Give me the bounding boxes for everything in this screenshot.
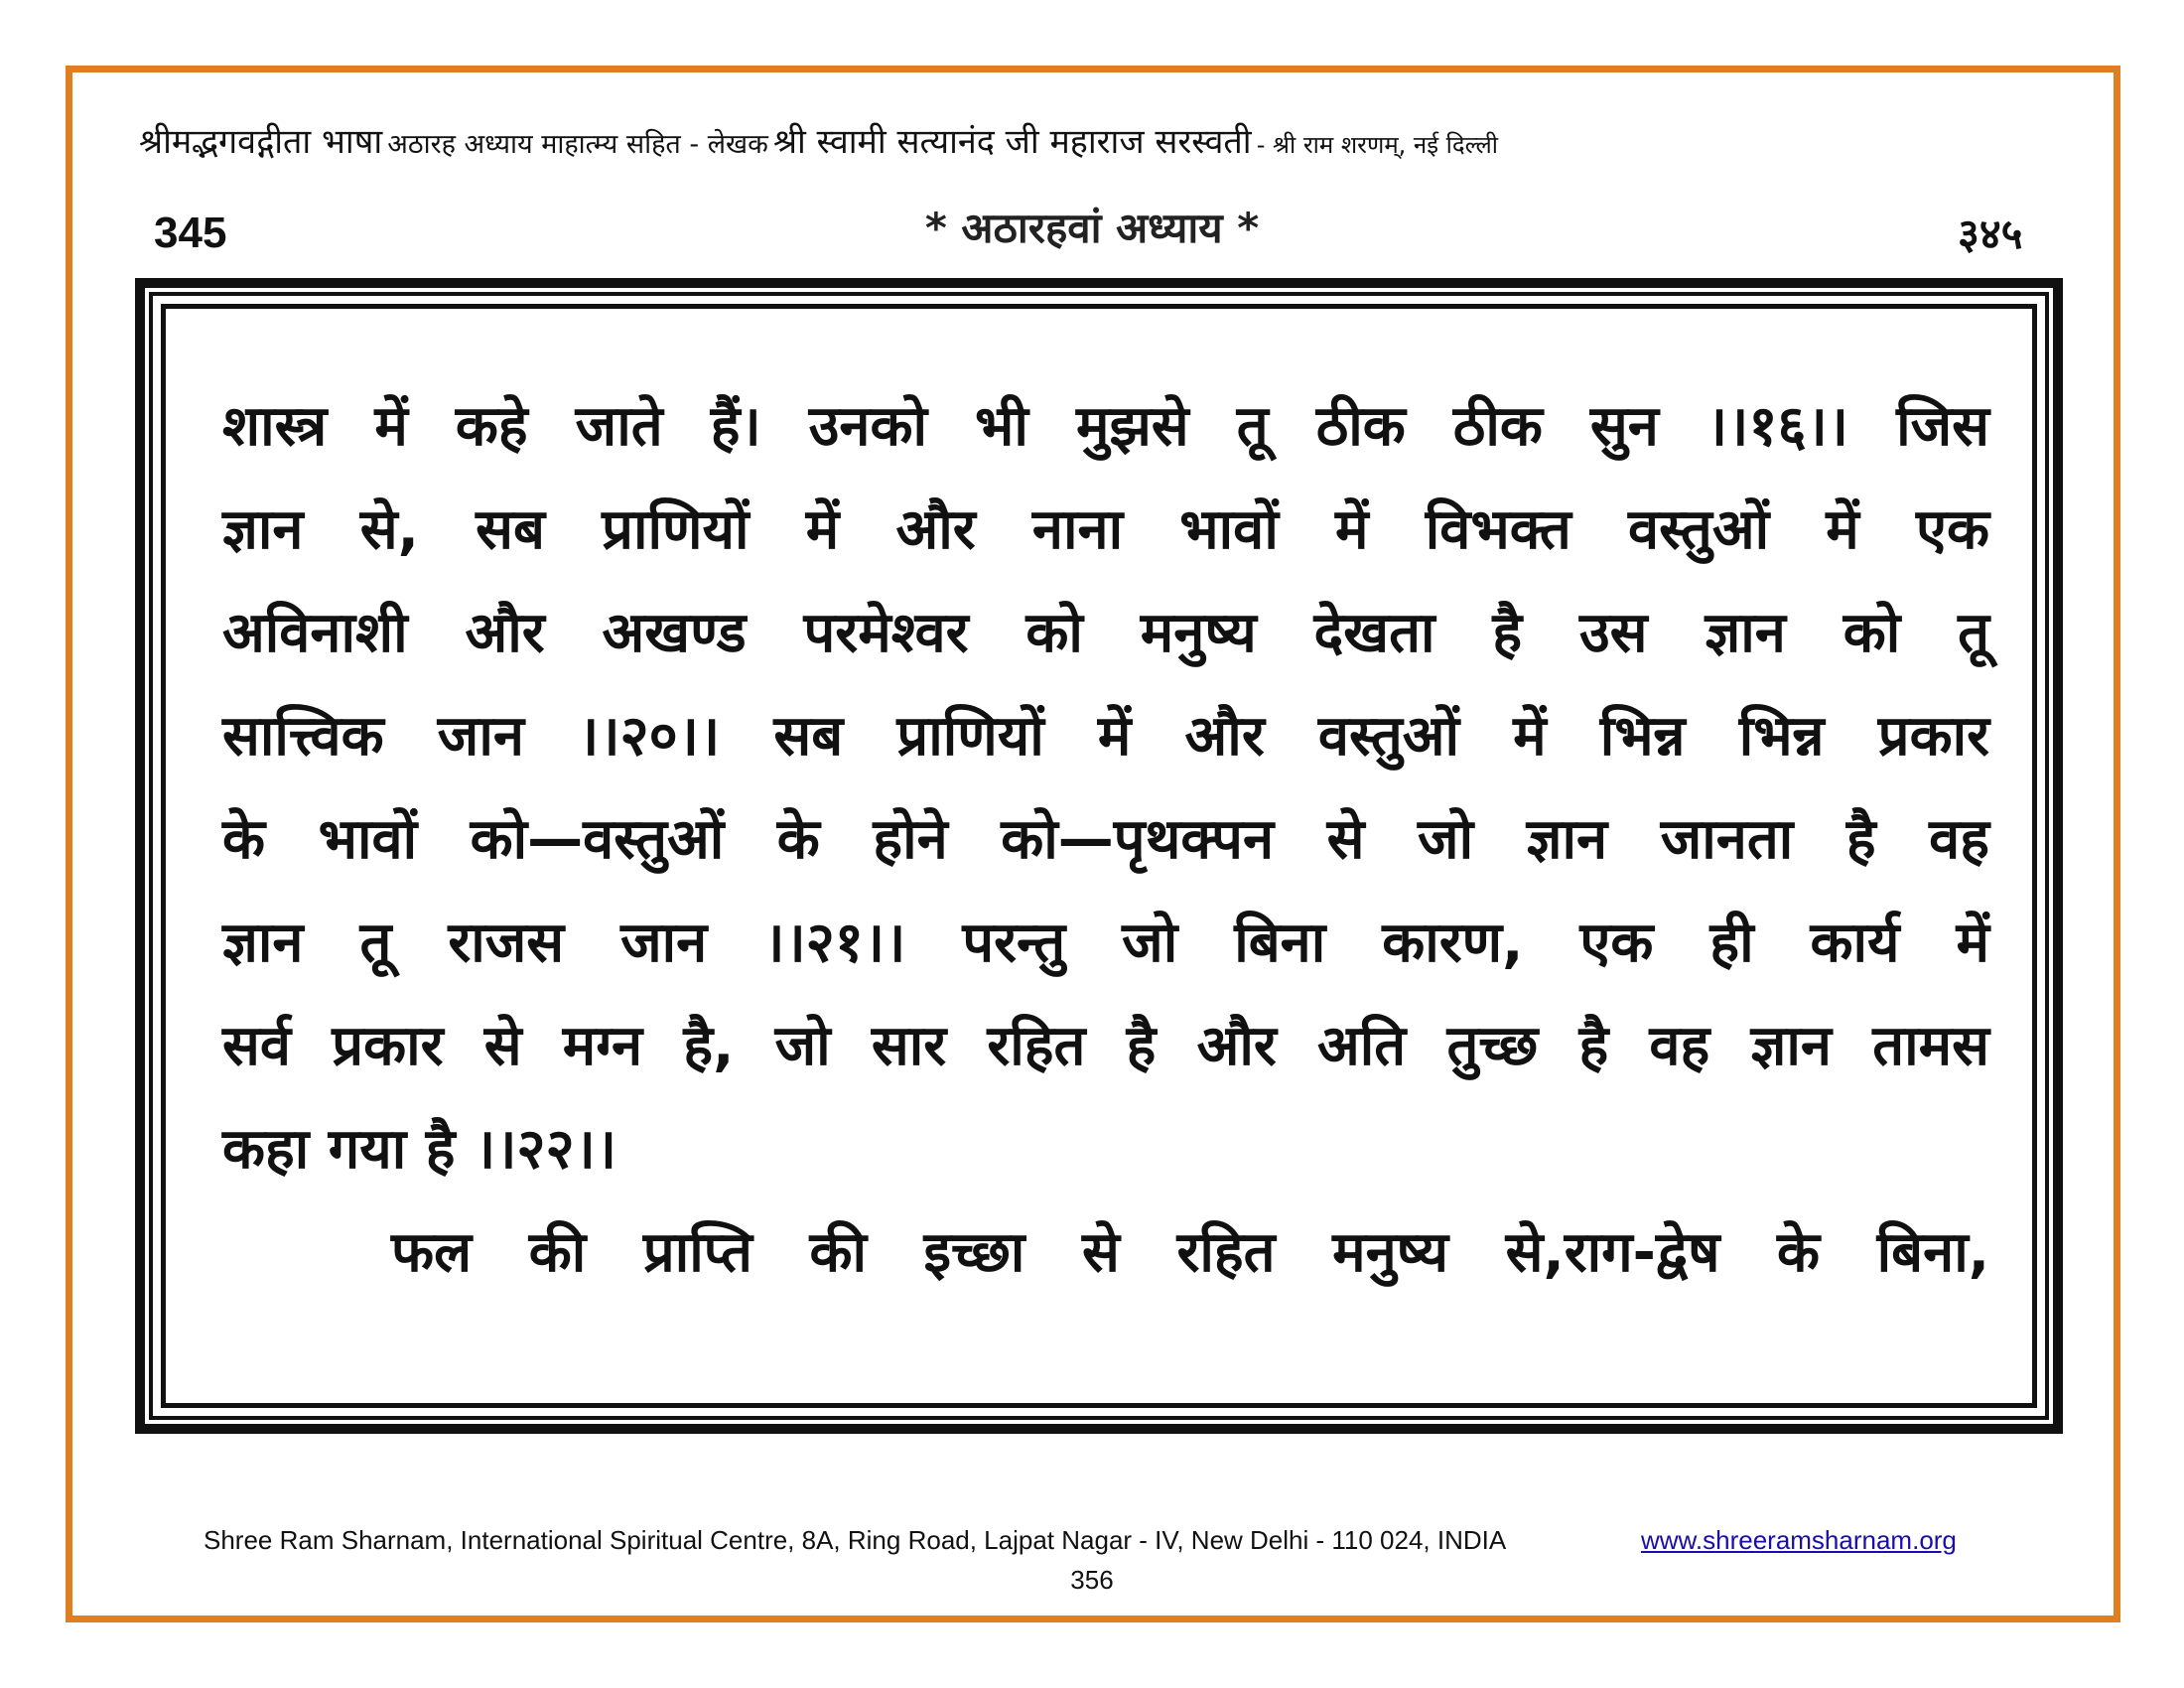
- author-name: श्री स्वामी सत्यानंद जी महाराज सरस्वती: [772, 122, 1252, 162]
- website-link[interactable]: www.shreeramsharnam.org: [1641, 1525, 1957, 1555]
- text-line: कहा गया है ।।२२।।: [222, 1117, 617, 1182]
- text-line: सर्व प्रकार से मग्न है, जो सार रहित है और अति तुच्छ है वह ज्ञान तामस: [222, 1014, 1989, 1078]
- text-line: अविनाशी और अखण्ड परमेश्वर को मनुष्य देखता है उस ज्ञान को तू: [222, 601, 1989, 665]
- chapter-title: * अठारहवां अध्याय *: [924, 204, 1260, 252]
- text-line: फल की प्राप्ति की इच्छा से रहित मनुष्य से,राग-द्वेष के बिना,: [391, 1220, 1989, 1285]
- scripture-text: [222, 375, 1989, 1305]
- text-line: ज्ञान तू राजस जान ।।२१।। परन्तु जो बिना कारण, एक ही कार्य में: [222, 911, 1989, 975]
- footer-page-number: 356: [1070, 1565, 1114, 1595]
- text-line: शास्त्र में कहे जाते हैं। उनको भी मुझसे तू ठीक ठीक सुन ।।१६।। जिस: [222, 394, 1989, 459]
- page-number-devanagari: ३४५: [1958, 210, 2023, 258]
- book-subtitle: अठारह अध्याय माहात्म्य सहित - लेखक: [387, 129, 768, 160]
- text-line: के भावों को—वस्तुओं के होने को—पृथक्पन से जो ज्ञान जानता है वह: [222, 807, 1989, 872]
- text-line: ज्ञान से, सब प्राणियों में और नाना भावों में विभक्त वस्तुओं में एक: [222, 497, 1989, 562]
- book-title: श्रीमद्भगवद्गीता भाषा: [139, 122, 383, 162]
- publisher: - श्री राम शरणम्, नई दिल्ली: [1256, 131, 1498, 159]
- page-number-arabic: 345: [154, 209, 227, 257]
- text-line: सात्त्विक जान ।।२०।। सब प्राणियों में और वस्तुओं में भिन्न भिन्न प्रकार: [222, 704, 1989, 769]
- running-header: [139, 117, 2055, 163]
- footer-address: Shree Ram Sharnam, International Spiritual Centre, 8A, Ring Road, Lajpat Nagar - IV, New Delhi - 110 024, INDIA: [204, 1525, 1507, 1555]
